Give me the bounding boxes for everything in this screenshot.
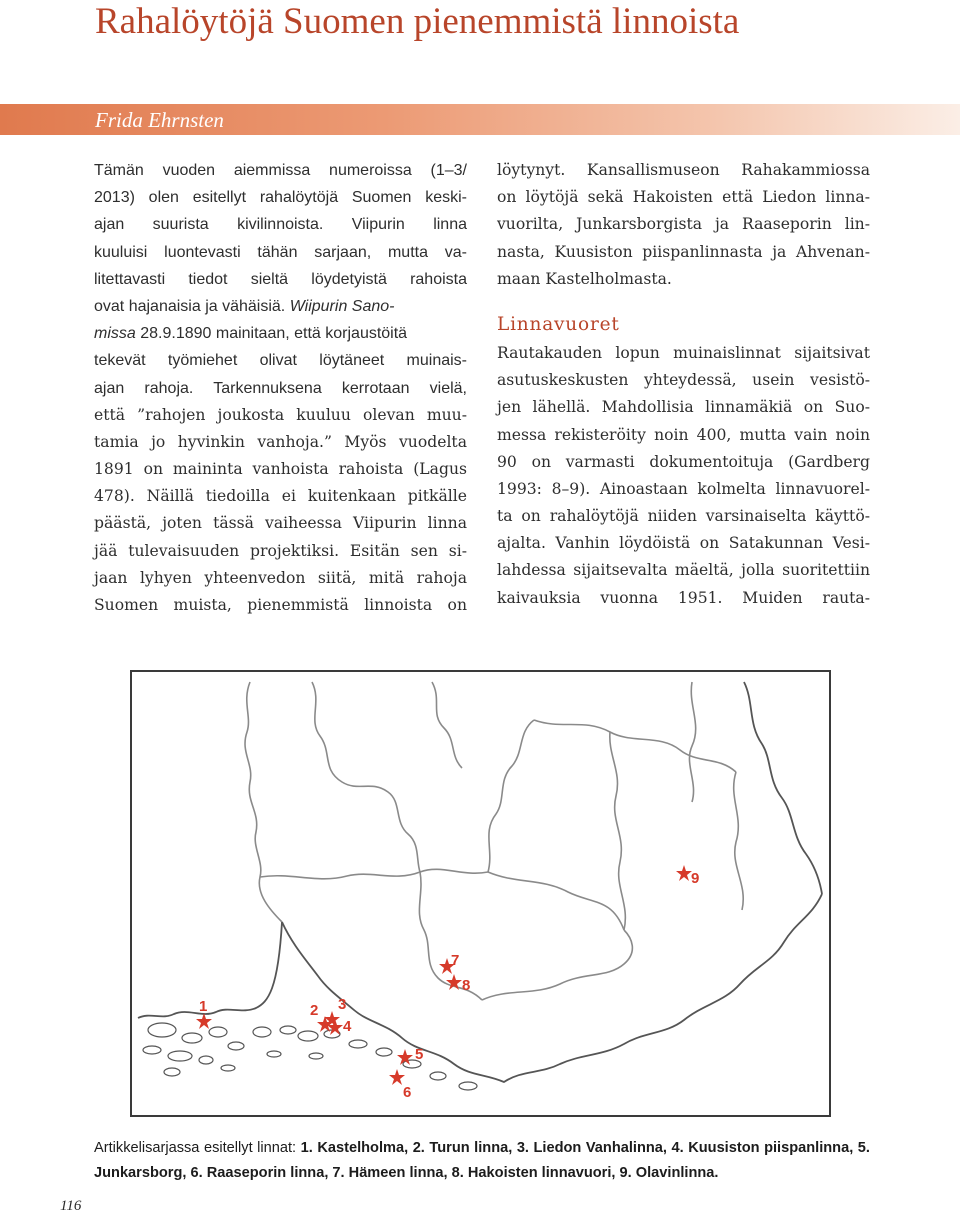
border-line — [488, 720, 534, 872]
body-line: messa rekisteröity noin 400, mutta vain noin — [497, 425, 870, 444]
body-line: 478). Näillä tiedoilla ei kuitenkaan pitkälle — [94, 487, 467, 506]
island — [309, 1053, 323, 1059]
border-line — [734, 772, 744, 910]
star-icon — [676, 865, 692, 881]
coast-line — [138, 922, 282, 1018]
body-line: kaivauksia vuonna 1951. Muiden rauta- — [497, 588, 870, 607]
body-line: ajan suurista kivilinnoista. Viipurin linna — [94, 216, 467, 234]
island — [298, 1031, 318, 1041]
body-line: 1891 on maininta vanhoista rahoista (Lagus — [94, 460, 467, 479]
body-line: lahdessa sijaitsevalta mäeltä, jolla suoritettiin — [497, 561, 870, 580]
island — [221, 1065, 235, 1071]
caption-label: Artikkelisarjassa esitellyt linnat: — [94, 1140, 297, 1156]
border-line — [245, 682, 282, 922]
body-line: jaan lyhyen yhteenvedon siitä, mitä rahoja — [94, 568, 467, 587]
border-line — [260, 869, 488, 879]
island — [459, 1082, 477, 1090]
border-line — [312, 682, 420, 872]
body-line: kuuluisi luontevasti tähän sarjaan, mutta va- — [94, 243, 467, 261]
body-line: että ”rahojen joukosta kuuluu olevan muu- — [94, 405, 467, 424]
coast-line — [282, 894, 822, 1082]
marker-label: 3 — [338, 996, 347, 1013]
body-text: 28.9.1890 mainitaan, että korjaustöitä — [140, 325, 408, 343]
star-icon — [196, 1013, 212, 1029]
body-line: nasta, Kuusiston piispanlinnasta ja Ahvenan- — [497, 242, 870, 261]
castle-marker-9 — [676, 865, 699, 887]
castle-map — [130, 670, 831, 1117]
castle-marker-6 — [389, 1069, 411, 1101]
marker-label: 5 — [415, 1046, 424, 1063]
body-line: ta on rahalöytöjä niiden varsinaiselta käyttö- — [497, 507, 870, 526]
marker-label: 2 — [310, 1002, 319, 1019]
island — [430, 1072, 446, 1080]
body-line: jää tulevaisuuden projektiksi. Esitän sen si- — [94, 541, 467, 560]
body-line: ajalta. Vanhin löydöistä on Satakunnan Vesi- — [497, 534, 870, 553]
border-line — [689, 682, 695, 802]
star-icon — [389, 1069, 405, 1085]
body-line: Suomen muista, pienemmistä linnoista on — [94, 596, 467, 614]
castle-marker-7 — [439, 952, 459, 974]
body-line: 1993: 8–9). Ainoastaan kolmelta linnavuorel- — [497, 479, 870, 498]
body-line: Rautakauden lopun muinaislinnat sijaitsivat — [497, 343, 870, 362]
marker-label: 8 — [462, 977, 471, 994]
body-line: Tämän vuoden aiemmissa numeroissa (1–3/ — [94, 162, 467, 179]
island — [376, 1048, 392, 1056]
island — [164, 1068, 180, 1076]
island — [148, 1023, 176, 1037]
page-number: 116 — [60, 1198, 82, 1214]
body-line: jen lähellä. Mahdollisia linnamäkiä on Suo- — [497, 398, 870, 417]
section-heading: Linnavuoret — [497, 313, 620, 335]
region-borders — [245, 682, 743, 1000]
map-graphic — [132, 672, 829, 1115]
border-line — [610, 732, 626, 930]
border-line — [432, 682, 462, 768]
right-column — [497, 157, 870, 612]
marker-label: 1 — [199, 998, 208, 1015]
body-line: litettavasti tiedot sieltä löydetyistä rahoista — [94, 270, 467, 288]
marker-label: 6 — [403, 1084, 412, 1101]
border-line — [534, 720, 736, 772]
island — [182, 1033, 202, 1043]
body-line: tamia jo hyvinkin vanhoja.” Myös vuodelta — [94, 432, 467, 451]
left-column — [94, 157, 467, 619]
body-line: tekevät työmiehet olivat löytäneet muinais- — [94, 352, 467, 370]
newspaper-title: missa — [94, 325, 136, 343]
figure-caption — [94, 1136, 870, 1186]
island — [228, 1042, 244, 1050]
island — [349, 1040, 367, 1048]
island — [209, 1027, 227, 1037]
body-line: 90 on varmasti dokumentoituja (Gardberg — [497, 452, 870, 471]
coast-line — [744, 682, 822, 894]
body-line — [94, 320, 467, 347]
article-title: Rahalöytöjä Suomen pienemmistä linnoista — [95, 1, 740, 42]
archipelago — [143, 1023, 477, 1090]
author-name: Frida Ehrnsten — [95, 108, 224, 132]
body-line: maan Kastelholmasta. — [497, 269, 672, 288]
island — [253, 1027, 271, 1037]
border-line — [488, 872, 624, 930]
coastline — [138, 682, 822, 1082]
marker-label: 7 — [451, 952, 460, 969]
island — [168, 1051, 192, 1061]
body-line: asutuskeskusten yhteydessä, usein vesistö- — [497, 371, 870, 390]
island — [199, 1056, 213, 1064]
body-line: vuorilta, Junkarsborgista ja Raaseporin lin- — [497, 215, 870, 234]
body-line: on löytöjä sekä Hakoisten että Liedon linna- — [497, 188, 870, 207]
border-line — [482, 930, 632, 1000]
body-line: päästä, joten tässä vaiheessa Viipurin linna — [94, 514, 467, 533]
island — [267, 1051, 281, 1057]
island — [143, 1046, 161, 1054]
body-line: löytynyt. Kansallismuseon Rahakammiossa — [497, 161, 870, 179]
body-line: ajan rahoja. Tarkennuksena kerrotaan vielä, — [94, 379, 467, 397]
newspaper-title: Wiipurin Sano- — [289, 297, 395, 315]
caption-text: 1. Kastelholma, 2. Turun linna, 3. Liedon Vanhalinna, 4. Kuusiston piispanlinna, 5. Junkarsborg, 6. Raaseporin linna, 7. Hämeen linna, 8. Hakoisten linnavuori, 9. Olavinlinna. — [94, 1140, 870, 1181]
body-line: 2013) olen esitellyt rahalöytöjä Suomen keski- — [94, 189, 467, 207]
body-text: ovat hajanaisia ja vähäisiä. — [94, 297, 286, 315]
marker-label: 4 — [343, 1018, 352, 1035]
marker-label: 9 — [691, 870, 700, 887]
body-line — [94, 293, 467, 320]
island — [280, 1026, 296, 1034]
